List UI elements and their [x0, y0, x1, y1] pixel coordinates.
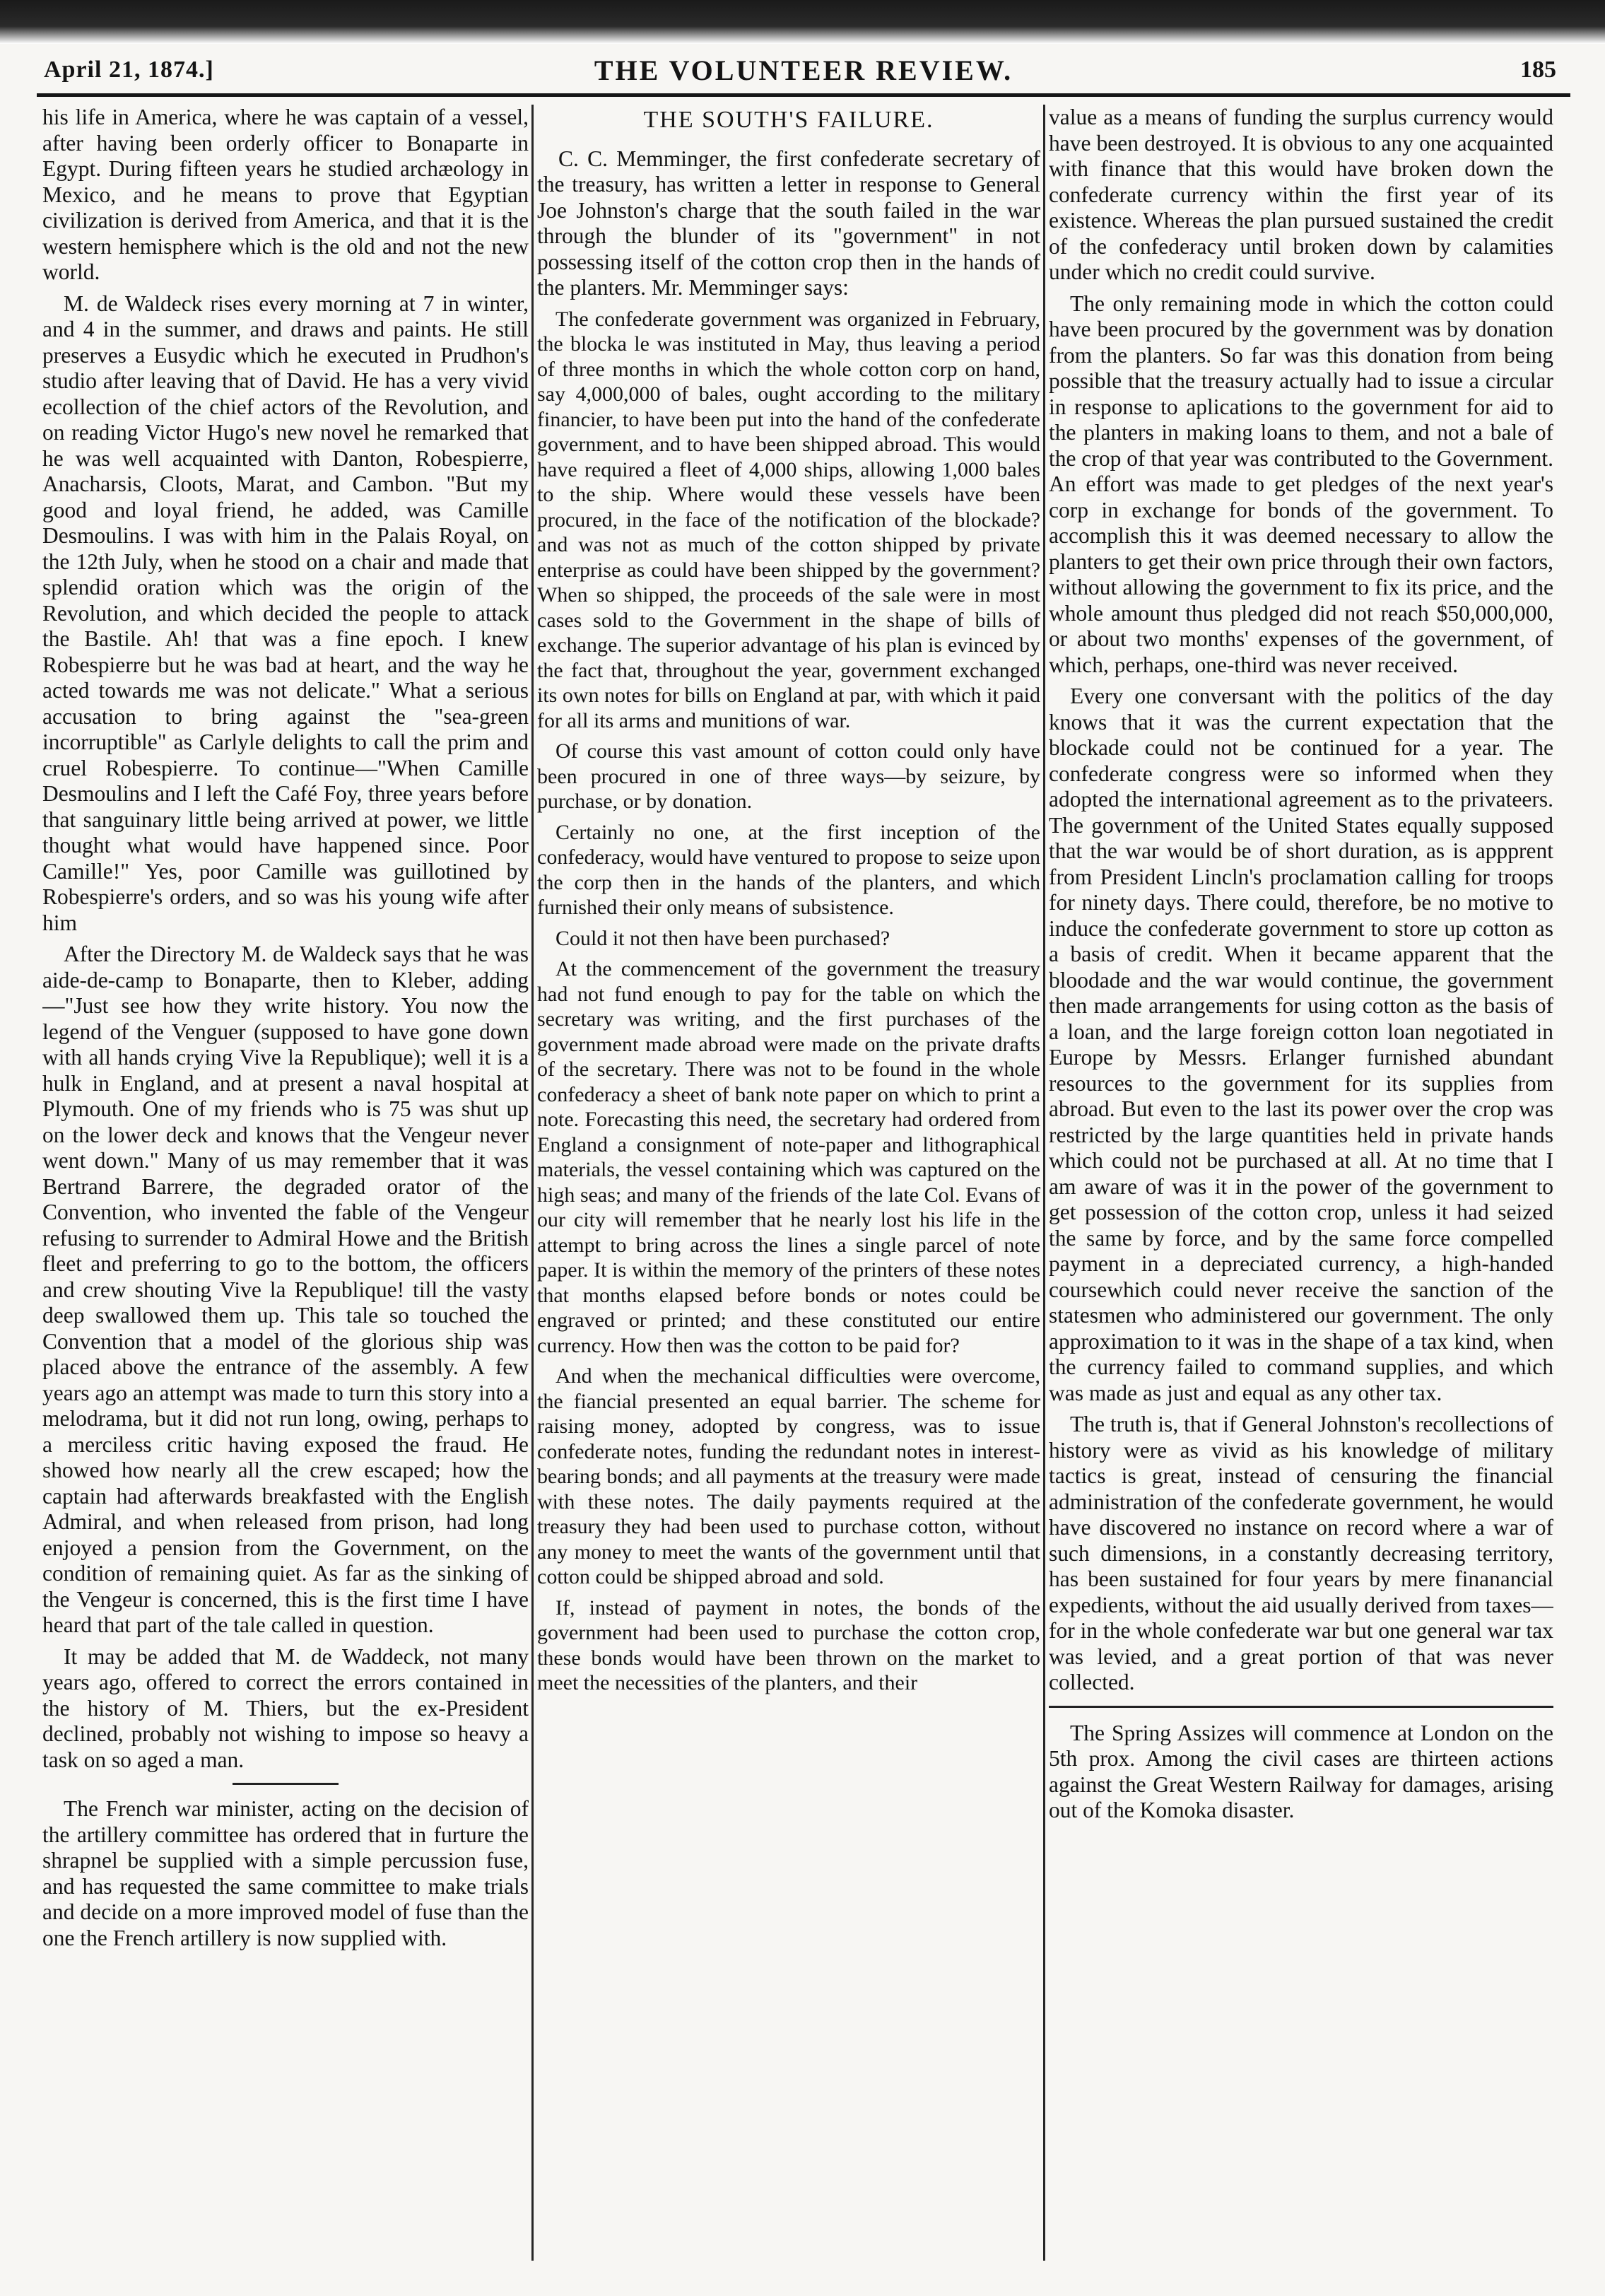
article-paragraph: The Spring Assizes will commence at London on the 5th prox. Among the civil cases are thirteen actions against the Great Western Railway for damages, arising out of the Komoka disaster. — [1049, 1720, 1553, 1822]
article-paragraph: The French war minister, acting on the decision of the artillery committee has ordered that in furture the shrapnel be supplied with a simple percussion fuse, and has requested the same committee to make trials and decide on a more improved model of fuse than the one the French artillery is now supplied with. — [42, 1796, 529, 1950]
article-paragraph: After the Directory M. de Waldeck says that he was aide-de-camp to Bonaparte, then to Kleber, adding—"Just see how they write history. You now the legend of the Venguer (supposed to have gone down with all hands crying Vive la Republique); well it is a hulk in England, and at present a naval hospital at Plymouth. One of my friends who is 75 was shut up on the lower deck and knows that the Vengeur never went down." Many of us may remember that it was Bertrand Barrere, the degraded orator of the Convention, who invented the fable of the Vengeur refusing to surrender to Admiral Howe and the British fleet and preferring to go to the bottom, the officers and crew shouting Vive la Republique! till the vasty deep swallowed them up. This tale so touched the Convention that a model of the glorious ship was placed above the entrance of the assembly. A few years ago an attempt was made to turn this story into a melodrama, but it did not run long, owing, perhaps to a merciless critic having exposed the fraud. He showed how nearly all the crew escaped; how the captain had afterwards breakfasted with the English Admiral, and when released from prison, had long enjoyed a pension from the Government, on the condition of remaining quiet. As far as the sinking of the Vengeur is concerned, this is the first time I have heard that part of the tale called in question. — [42, 942, 529, 1637]
article-headline: THE SOUTH'S FAILURE. — [643, 107, 934, 133]
quote-paragraph: If, instead of payment in notes, the bonds of the government had been used to purchase the cotton crop, these bonds would have been thrown on the market to meet the necessities of the planters, and their — [537, 1595, 1040, 1694]
column-2 — [537, 105, 1040, 2268]
quote-paragraph: At the commencement of the government the treasury had not fund enough to pay for the table on which the secretary was writing, and the first purchases of the government made abroad were made on the private drafts of the secretary. There was not to be found in the whole confederacy a sheet of bank note paper on which to print a note. Forecasting this need, the secretary had ordered from England a consignment of note-paper and lithographical materials, the vessel containing which was captured on the high seas; and many of the friends of the late Col. Evans of our city will remember that he nearly lost his life in the attempt to bring across the lines a single parcel of note paper. It is within the memory of the printers of these notes that months elapsed before bonds or notes could be engraved or printed; and these constituted our entire currency. How then was the cotton to be paid for? — [537, 957, 1040, 1357]
column-divider — [531, 105, 534, 2261]
column-divider — [1043, 105, 1045, 2261]
column-1 — [42, 105, 529, 2268]
article-paragraph: Every one conversant with the politics of the day knows that it was the current expectation that the blockade could not be continued for a year. The confederate congress were so informed when they adopted the international agreement as to the privateers. The government of the United States equally supposed that the war would be of short duration, as is appprent from President Lincln's proclamation calling for troops for ninety days. There could, therefore, be no motive to induce the confederate government to store up cotton as a basis of credit. When it became apparent that the bloodade and the war would continue, the government then made arrangements for using cotton as the basis of a loan, and the large foreign cotton loan negotiated in Europe by Messrs. Erlanger furnished abundant resources to the government for its supplies from abroad. But even to the last its power over the crop was restricted by the large quantities held in private hands which could not be purchased at all. At no time that I am aware of was it in the power of the government to get possession of the cotton crop, unless it had seized the same by force, and by the same force compelled payment in a depreciated currency, a high-handed coursewhich could never receive the sanction of the statesmen who administered our government. The only approximation to it was in the shape of a tax kind, when the currency failed to command supplies, and which was made as just and equal as any other tax. — [1049, 684, 1553, 1405]
quote-paragraph: Of course this vast amount of cotton could only have been procured in one of three ways—by seizure, by purchase, or by donation. — [537, 739, 1040, 813]
article-separator — [233, 1783, 339, 1785]
quote-paragraph: And when the mechanical difficulties were overcome, the fiancial presented an equal barrier. The scheme for raising money, adopted by congress, was to issue confederate notes, funding the redundant notes in interest-bearing bonds; and all payments at the treasury were made with these notes. The daily payments required at the treasury they had been used to purchase cotton, without any money to meet the wants of the government until that cotton could be shipped abroad and sold. — [537, 1364, 1040, 1588]
quote-paragraph: Certainly no one, at the first inception of the confederacy, would have ventured to propose to seize upon the corp then in the hands of the planters, and which furnished their only means of subsistence. — [537, 820, 1040, 919]
page-number: 185 — [1520, 57, 1556, 83]
article-paragraph: The only remaining mode in which the cotton could have been procured by the government was by donation from the planters. So far was this donation from being possible that the treasury actually had to issue a circular in response to aplications to the government for aid to the planters in making loans to them, and not a bale of the crop of that year was contributed to the Government. An effort was made to get pledges of the next year's corp in exchange for bonds of the government. To accomplish this it was deemed necessary to allow the planters to get their own price through their own factors, without allowing the government to fix its price, and the whole amount thus pledged did not reach $50,000,000, or about two months' expenses of the government, of which, perhaps, one-third was never received. — [1049, 291, 1553, 677]
scan-top-edge — [0, 0, 1605, 44]
article-paragraph: The truth is, that if General Johnston's recollections of history were as vivid as his knowledge of military tactics is great, instead of censuring the financial administration of the confederate government, he would have discovered no instance on record where a war of such dimensions, in a constantly decreasing territory, has been sustained for four years by mere finanancial expedients, without the aid usually derived from taxes—for in the whole confederate war but one general war tax was levied, and a great portion of that was never collected. — [1049, 1412, 1553, 1694]
article-paragraph: value as a means of funding the surplus currency would have been destroyed. It is obvious to any one acquainted with finance that this would have broken down the confederate currency within the first year of its existence. Whereas the plan pursued sustained the credit of the confederacy until broken down by calamities under which no credit could survive. — [1049, 105, 1553, 284]
publication-title: THE VOLUNTEER REVIEW. — [594, 54, 1013, 86]
article-paragraph: C. C. Memminger, the first confederate secretary of the treasury, has written a letter in response to General Joe Johnston's charge that the south failed in the war through the blunder of its "government" in not possessing itself of the cotton crop then in the hands of the planters. Mr. Memminger says: — [537, 146, 1040, 300]
quoted-letter — [537, 307, 1040, 1696]
column-3 — [1049, 105, 1553, 2268]
article-paragraph: his life in America, where he was captain of a vessel, after having been orderly officer to Bonaparte in Egypt. During fifteen years he studied archæology in Mexico, and he means to prove that Egyptian civilization is derived from America, and that it is the western hemisphere which is the old and not the new world. — [42, 105, 529, 284]
quote-paragraph: Could it not then have been purchased? — [555, 926, 890, 950]
article-separator — [1049, 1706, 1553, 1708]
issue-date: April 21, 1874.] — [44, 57, 214, 83]
masthead-rule — [37, 93, 1570, 97]
article-paragraph: It may be added that M. de Waddeck, not many years ago, offered to correct the errors contained in the history of M. Thiers, but the ex-President declined, probably not wishing to impose so heavy a task on so aged a man. — [42, 1644, 529, 1772]
quote-paragraph: The confederate government was organized in February, the blocka le was instituted in May, thus leaving a period of three months in which the whole cotton corp on hand, say 4,000,000 of bales, ought according to the military financier, to have been put into the hand of the confederate government, and to have been shipped abroad. This would have required a fleet of 4,000 ships, allowing 1,000 bales to the ship. Where would these vessels have been procured, in the face of the notification of the blockade? and was not as much of the cotton shipped by private enterprise as could have been shipped by the government? When so shipped, the proceeds of the sale were in most cases sold to the Government in the shape of bills of exchange. The superior advantage of his plan is evinced by the fact that, throughout the year, government exchanged its own notes for bills on England at par, with which it paid for all its arms and munitions of war. — [537, 307, 1040, 732]
article-paragraph: M. de Waldeck rises every morning at 7 in winter, and 4 in the summer, and draws and paints. He still preserves a Eusydic which he executed in Prudhon's studio after leaving that of David. He has a very vivid ecollection of the chief actors of the Revolution, and on reading Victor Hugo's new novel he remarked that he was well acquainted with Danton, Robespierre, Anacharsis, Cloots, Marat, and Cambon. "But my good and loyal friend, he added, was Camille Desmoulins. I was with him in the Palais Royal, on the 12th July, when he stood on a chair and made that splendid oration which was the origin of the Revolution, and which decided the people to attack the Bastile. Ah! that was a fine epoch. I knew Robespierre but he was bad at heart, and the way he acted towards me was not delicate." What a serious accusation to bring against the "sea-green incorruptible" as Carlyle delights to call the prim and cruel Robespierre. To continue—"When Camille Desmoulins and I left the Café Foy, three years before that sanguinary little being arrived at power, we little thought what would have happened since. Poor Camille!" Yes, poor Camille was guillotined by Robespierre's orders, and so was his young wife after him — [42, 291, 529, 935]
